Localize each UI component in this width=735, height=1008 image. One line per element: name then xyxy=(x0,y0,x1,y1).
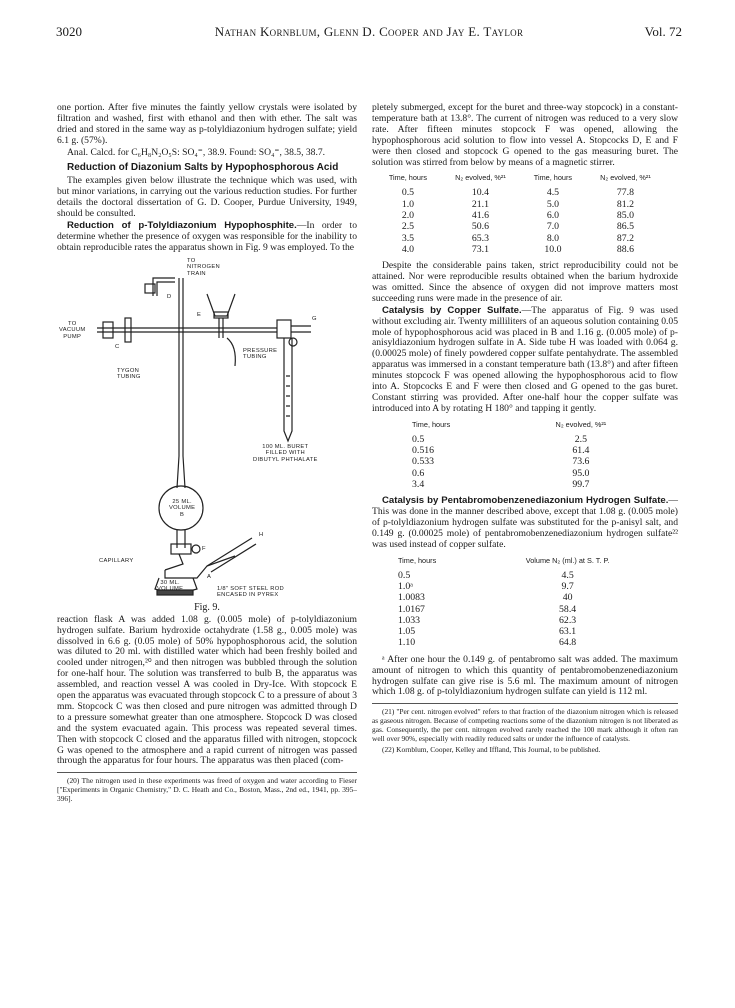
table-cell: 4.5 xyxy=(561,569,574,581)
table-cell: 86.5 xyxy=(616,221,635,233)
table-cell: 1.0083 xyxy=(398,592,425,604)
paragraph-text: —The apparatus of Fig. 9 was used without excluding air. Twenty milliliters of an aqueous solution containing 0.05 mole of hypophosphorous acid was placed in B and 1.16 g. (0.005 mole) of p-anisyldiazonium hydrogen sulfate in A. Side tube H was loaded with 0.064 g. (0.00025 mole) of finely powdered copper sulfate pentahydrate. The assembled apparatus was immersed in a constant temperature bath (13.8°) and after fifteen minutes stopcock F was opened allowing the hypophosphorous acid to flow into A. Stopcocks E and F were then closed and G opened to the gas buret. Constant stirring was provided. After one-half hour the copper sulfate was introduced into A by rotating H 180° and tapping it gently. xyxy=(372,304,678,414)
table-cell: 64.8 xyxy=(559,637,577,649)
label-to-nitrogen-train: TO NITROGEN TRAIN xyxy=(187,257,220,277)
nitrogen-table-3 xyxy=(394,555,654,649)
table-cell: 1.10 xyxy=(398,637,416,649)
table-cell: 73.6 xyxy=(572,456,590,468)
table-row xyxy=(376,221,666,232)
table-header: N₂ evolved, %²¹ xyxy=(455,173,506,183)
table-cell: 5.0 xyxy=(546,198,560,210)
table-row xyxy=(394,581,654,592)
label-buret: 100 ML. BURET FILLED WITH DIBUTYL PHTHALATE xyxy=(253,443,318,463)
table-cell: 65.3 xyxy=(471,232,490,244)
table-row xyxy=(376,199,666,210)
volume-label: Vol. 72 xyxy=(644,24,682,39)
running-head-authors: Nathan Kornblum, Glenn D. Cooper and Jay E. Taylor xyxy=(214,24,524,39)
label-side-tube-h: H xyxy=(259,531,264,538)
label-tygon-tubing: TYGON TUBING xyxy=(117,367,141,381)
table-header: N₂ evolved, %²¹ xyxy=(600,173,651,183)
table-row xyxy=(394,592,654,603)
label-stopcock-d: D xyxy=(167,293,172,300)
left-column xyxy=(57,103,357,805)
right-column xyxy=(372,103,678,756)
label-pressure-tubing: PRESSURE TUBING xyxy=(243,347,278,361)
paragraph-text: —This was done in the manner described above, except that 1.08 g. (0.005 mole) of p-tolyldiazonium hydrogen sulfate was substituted for the p-anisyl salt, and 0.149 g. (0.00025 mole) of pentabromobenzenediazonium hydrogen sulfate²² was used instead of copper sulfate. xyxy=(372,495,678,550)
table-row xyxy=(394,604,654,615)
table-cell: 9.7 xyxy=(561,580,574,592)
table-cell: 21.1 xyxy=(471,198,490,210)
table-cell: 1.033 xyxy=(398,614,421,626)
label-flask-volume: 30 ML. VOLUME xyxy=(157,579,184,593)
table-cell: 50.6 xyxy=(471,221,490,233)
table-row xyxy=(394,626,654,637)
table-row xyxy=(376,210,666,221)
apparatus-figure xyxy=(57,256,357,603)
footnote-21: (21) "Per cent. nitrogen evolved" refers to that fraction of the diazonium nitrogen which is released as gaseous nitrogen. Because of competing reactions some of the diazonium nitrogen is not liberated as gas. Consequently, the per cent. nitrogen evolved rarely reached the 100 mark although it often ran well over 90%, especially with readily reduced salts or under the influence of catalysts. xyxy=(372,707,678,744)
page-number: 3020 xyxy=(56,24,82,39)
label-stopcock-f: F xyxy=(202,545,206,552)
label-bulb-b: 25 ML. VOLUME B xyxy=(169,498,196,518)
table-row xyxy=(394,637,654,648)
section-heading: Reduction of Diazonium Salts by Hypophosphorous Acid xyxy=(67,161,339,173)
label-steel-rod: 1/8" SOFT STEEL ROD ENCASED IN PYREX xyxy=(217,585,285,599)
page-header xyxy=(56,24,682,42)
footnote-20: (20) The nitrogen used in these experiments was freed of oxygen and water according to Fieser ["Experiments in Organic Chemistry," D. C. Heath and Co., Boston, Mass., 2nd ed., 1941, pp. 395–396]. xyxy=(57,776,357,804)
nitrogen-table-2 xyxy=(408,419,648,490)
table-cell: 99.7 xyxy=(572,478,590,490)
table-cell: 2.5 xyxy=(401,221,415,233)
figure-caption: Fig. 9. xyxy=(194,601,220,613)
paragraph: reaction flask A was added 1.08 g. (0.005 mole) of p-tolyldiazonium hydrogen sulfate. Barium hydroxide octahydrate (1.58 g., 0.005 mole) was dissolved in 6.6 g. (0.05 mole) of 50% hypophosphorous acid, the solution was diluted to 20 ml. with distilled water which had been freshly boiled and cooled under nitrogen,²⁰ and then nitrogen was bubbled through the solution for one-half hour. The solution was transferred to bulb B, the apparatus was assembled, and reaction vessel A was cooled in Dry-Ice. With stopcock E open the apparatus was evacuated through stopcock C to a pressure of about 3 mm. Stopcock C was then closed and pure nitrogen was admitted through D to a pressure somewhat greater than one atmosphere. Stopcock D was closed and the system evacuated again. This process was repeated several times. Then with stopcock C closed and the apparatus filled with nitrogen, stopcock G was opened to the atmosphere and a rapid current of nitrogen was passed through the apparatus for four hours. The apparatus was then placed (com- xyxy=(57,613,357,767)
apparatus-drawing xyxy=(57,256,357,603)
table-header: Time, hours xyxy=(398,555,437,565)
table-cell: 4.0 xyxy=(401,243,415,255)
table-cell: 41.6 xyxy=(471,209,490,221)
table-cell: 81.2 xyxy=(616,198,635,210)
table-row xyxy=(394,615,654,626)
table-cell: 6.0 xyxy=(546,209,560,221)
table-cell: 7.0 xyxy=(546,221,560,233)
table-cell: 3.4 xyxy=(412,478,425,490)
table-cell: 0.516 xyxy=(412,445,435,457)
table-cell: 8.0 xyxy=(546,232,560,244)
table-header: Volume N₂ (ml.) at S. T. P. xyxy=(525,555,610,565)
table-header: N₂ evolved, %²¹ xyxy=(555,419,607,429)
analysis-line: Anal. Calcd. for C₆H₈N₂O₅S: SO₄⁼, 38.9. Found: SO₄⁼, 38.5, 38.7. xyxy=(67,146,326,158)
run-in-heading: Catalysis by Pentabromobenzenediazonium Hydrogen Sulfate. xyxy=(382,495,669,507)
table-cell: 0.5 xyxy=(412,433,425,445)
table-cell: 88.6 xyxy=(616,243,635,255)
run-in-heading: Reduction of p-Tolyldiazonium Hypophosphite. xyxy=(67,220,297,232)
table-cell: 87.2 xyxy=(616,232,635,244)
paragraph: The examples given below illustrate the technique which was used, with but minor variations, in carrying out the various reduction studies. For further details the doctoral dissertation of G. D. Cooper, Purdue University, 1949, should be consulted. xyxy=(57,175,357,220)
table-cell: 4.5 xyxy=(546,187,560,199)
table-cell: 10.4 xyxy=(471,187,490,199)
table-cell: 10.0 xyxy=(544,243,562,255)
table-cell: 2.5 xyxy=(574,433,588,445)
table-cell: 0.5 xyxy=(401,187,415,199)
paragraph-text: —In order to determine whether the presence of oxygen was responsible for the inability to obtain reproducible rates the apparatus shown in Fig. 9 was employed. To the xyxy=(57,220,357,253)
table-cell: 1.0 xyxy=(401,198,415,210)
label-capillary: CAPILLARY xyxy=(99,557,134,564)
table-header: Time, hours xyxy=(412,419,451,429)
table-cell: 85.0 xyxy=(616,209,635,221)
table-row xyxy=(408,479,648,490)
label-stopcock-g: G xyxy=(312,315,317,322)
table-cell: 2.0 xyxy=(401,209,415,221)
table-row xyxy=(408,434,648,445)
table-row xyxy=(376,187,666,198)
table-cell: 0.5 xyxy=(398,569,411,581)
table-cell: 0.6 xyxy=(412,467,425,479)
table-cell: 61.4 xyxy=(572,445,590,457)
run-in-heading: Catalysis by Copper Sulfate. xyxy=(382,304,522,316)
footnotes-right xyxy=(372,703,678,754)
table-row xyxy=(394,570,654,581)
table-cell: 73.1 xyxy=(471,243,490,255)
table-footnote: ᵃ After one hour the 0.149 g. of pentabromo salt was added. The maximum amount of nitrogen to which this quantity of pentabromobenzenediazonium hydrogen sulfate can give rise is 5.6 ml. The maximum amount of nitrogen which 1.08 g. of p-tolyldiazonium hydrogen sulfate can yield is 112 ml. xyxy=(372,653,678,698)
label-stopcock-e: E xyxy=(197,311,202,318)
nitrogen-table-1 xyxy=(376,172,666,255)
table-header: Time, hours xyxy=(533,173,573,183)
paragraph: one portion. After five minutes the faintly yellow crystals were isolated by filtration and washed, first with ethanol and then with ether. The salt was dried and stored in the same way as p-tolyldiazonium hydrogen sulfate; yield 6.1 g. (57%). xyxy=(57,102,357,146)
paragraph: pletely submerged, except for the buret and three-way stopcock) in a constant-temperature bath at 13.8°. The current of nitrogen was reduced to a very slow rate. After fifteen minutes stopcock F was opened, allowing the hypophosphorous acid solution to flow into vessel A. Stopcocks D, E and F were then closed and stopcock G opened to the gas measuring buret. The solution was stirred from below by means of a magnetic stirrer. xyxy=(372,102,678,168)
table-cell: 95.0 xyxy=(572,467,590,479)
table-row xyxy=(408,456,648,467)
paragraph xyxy=(372,306,678,415)
footnotes-left xyxy=(57,772,357,803)
table-row xyxy=(408,445,648,456)
table-row xyxy=(376,233,666,244)
table-cell: 58.4 xyxy=(559,603,577,615)
table-cell: 1.05 xyxy=(398,626,416,638)
table-row xyxy=(408,468,648,479)
table-row xyxy=(376,244,666,255)
paragraph: Despite the considerable pains taken, strict reproducibility could not be attained. Nor were reproducible results obtained when the barium hydroxide was omitted. Since the absence of oxygen did not improve matters most succeeding runs were made in the presence of air. xyxy=(372,260,678,304)
table-cell: 0.533 xyxy=(412,456,435,468)
table-cell: 1.0ᵃ xyxy=(398,580,413,592)
label-stopcock-c: C xyxy=(115,343,120,350)
table-cell: 1.0167 xyxy=(398,603,425,615)
table-cell: 62.3 xyxy=(559,614,577,626)
paragraph xyxy=(372,496,678,551)
table-cell: 3.5 xyxy=(401,232,415,244)
table-cell: 40 xyxy=(562,592,573,604)
table-cell: 77.8 xyxy=(616,187,635,199)
table-cell: 63.1 xyxy=(559,626,577,638)
footnote-22: (22) Kornblum, Cooper, Kelley and Iffland, This Journal, to be published. xyxy=(382,745,601,755)
table-header: Time, hours xyxy=(388,173,428,183)
label-flask-a: A xyxy=(207,573,212,580)
label-to-vacuum-pump: TO VACUUM PUMP xyxy=(59,320,86,340)
paragraph xyxy=(57,221,357,254)
